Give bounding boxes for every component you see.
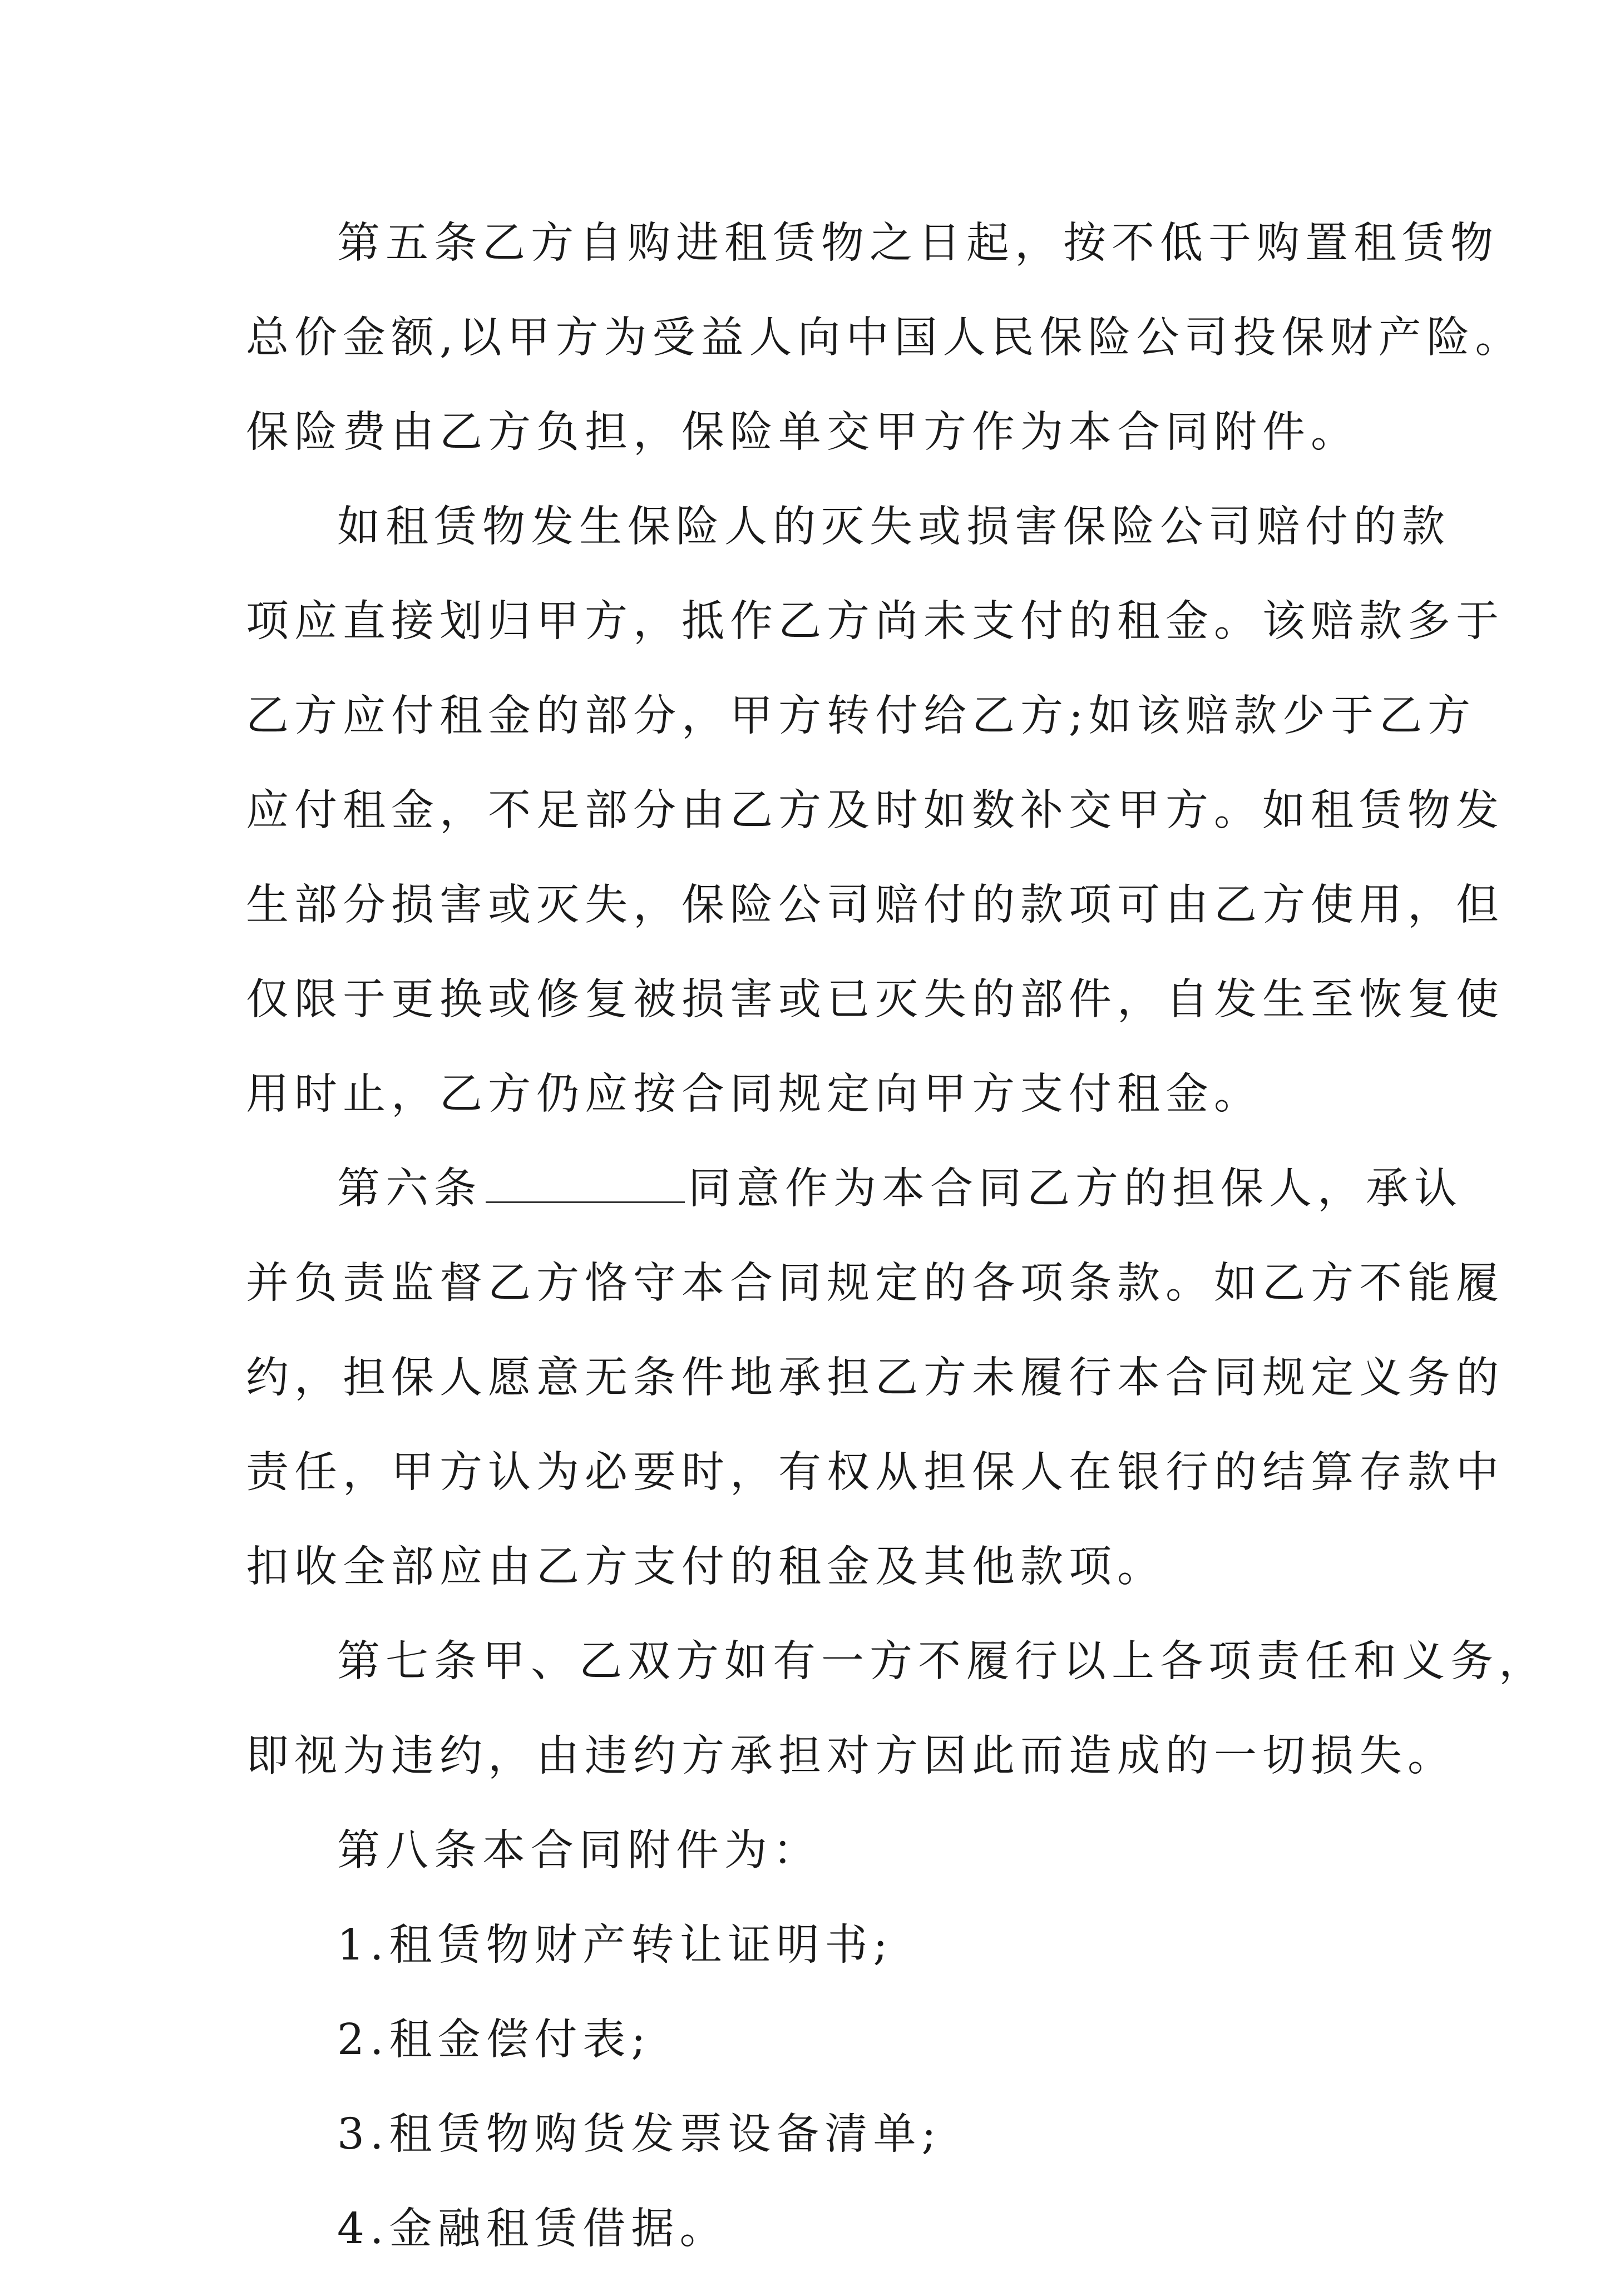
insurance-line4: 应付租金，不足部分由乙方及时如数补交甲方。如租赁物发 [246, 786, 1504, 835]
article8-item-4: 4.金融租赁借据。 [337, 2204, 728, 2254]
article8-heading: 第八条本合同附件为： [337, 1826, 821, 1876]
article8-item-3: 3.租赁物购货发票设备清单; [337, 2110, 942, 2159]
article5-line3: 保险费由乙方负担，保险单交甲方作为本合同附件。 [246, 408, 1359, 457]
article6-line1: 第六条 同意作为本合同乙方的担保人，承认 [0, 1161, 1610, 1256]
article6-line4: 责任，甲方认为必要时，有权从担保人在银行的结算存款中 [246, 1448, 1504, 1497]
insurance-line7: 用时止，乙方仍应按合同规定向甲方支付租金。 [246, 1070, 1262, 1119]
article5-line2: 总价金额,以甲方为受益人向中国人民保险公司投保财产险。 [246, 313, 1524, 363]
article5-line1: 第五条乙方自购进租赁物之日起，按不低于购置租赁物 [337, 219, 1499, 268]
article7-line2: 即视为违约，由违约方承担对方因此而造成的一切损失。 [246, 1731, 1456, 1781]
article8-item-1: 1.租赁物财产转让证明书; [337, 1921, 893, 1970]
guarantor-blank [486, 1162, 685, 1203]
insurance-line6: 仅限于更换或修复被损害或已灭失的部件，自发生至恢复使 [246, 975, 1504, 1025]
insurance-line5: 生部分损害或灭失，保险公司赔付的款项可由乙方使用，但 [246, 880, 1504, 930]
insurance-line3: 乙方应付租金的部分，甲方转付给乙方;如该赔款少于乙方 [246, 691, 1476, 741]
article6-line3: 约，担保人愿意无条件地承担乙方未履行本合同规定义务的 [246, 1353, 1504, 1403]
insurance-line2: 项应直接划归甲方，抵作乙方尚未支付的租金。该赔款多于 [246, 597, 1504, 646]
article8-item-2: 2.租金偿付表; [337, 2015, 651, 2065]
article6-line2: 并负责监督乙方恪守本合同规定的各项条款。如乙方不能履 [246, 1259, 1504, 1308]
article6-line5: 扣收全部应由乙方支付的租金及其他款项。 [246, 1542, 1165, 1592]
insurance-line1: 如租赁物发生保险人的灭失或损害保险公司赔付的款 [337, 502, 1450, 552]
article7-line1: 第七条甲、乙双方如有一方不履行以上各项责任和义务， [337, 1637, 1547, 1686]
